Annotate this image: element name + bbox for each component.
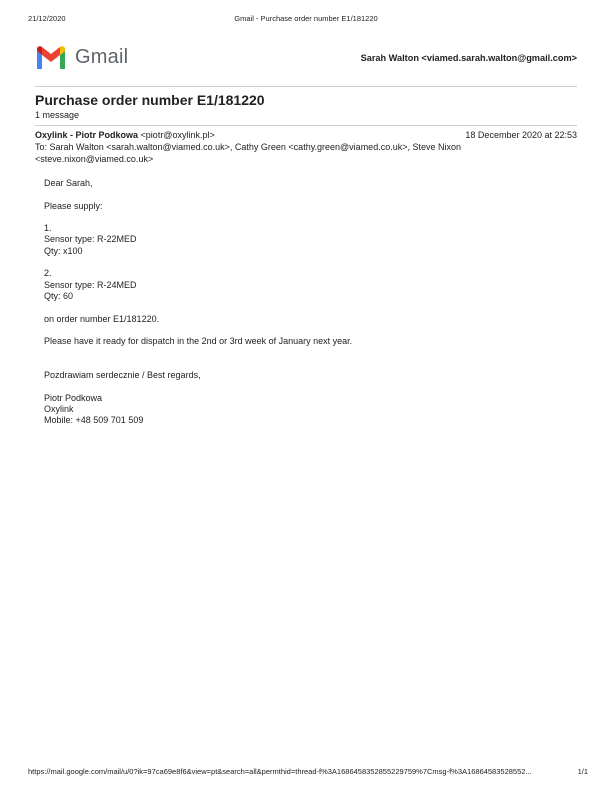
item-number: 1. [44, 223, 52, 234]
item-quantity: Qty: 60 [44, 290, 74, 301]
recipients-line: To: Sarah Walton <sarah.walton@viamed.co.uk>, Cathy Green <cathy.green@viamed.co.uk>, Steve Nixon [35, 142, 461, 152]
recipients-line: <steve.nixon@viamed.co.uk> [35, 153, 154, 164]
message-count: 1 message [35, 110, 80, 120]
email-subject: Purchase order number E1/181220 [35, 92, 265, 108]
header-divider [35, 86, 577, 87]
sign-off: Pozdrawiam serdecznie / Best regards, [44, 370, 201, 381]
signature-company: Oxylink [44, 403, 74, 414]
print-title: Gmail - Purchase order number E1/181220 [234, 14, 378, 23]
order-reference: on order number E1/181220. [44, 313, 160, 324]
subject-divider [35, 125, 577, 126]
body-intro: Please supply: [44, 200, 103, 211]
body-greeting: Dear Sarah, [44, 178, 93, 188]
sender-name: Oxylink - Piotr Podkowa [35, 130, 139, 140]
page-number: 1/1 [577, 767, 588, 776]
page-url[interactable]: https://mail.google.com/mail/u/0?ik=97ca69e8f6&view=pt&search=all&permthid=thread-f%3A1686458352855229759%7Cmsg-f%3A16864583528552... [28, 767, 532, 776]
dispatch-note: Please have it ready for dispatch in the 2nd or 3rd week of January next year. [44, 336, 353, 347]
signature-name: Piotr Podkowa [44, 392, 103, 403]
gmail-logo[interactable] [35, 44, 128, 70]
gmail-wordmark: Gmail [75, 45, 129, 68]
signature-mobile: Mobile: +48 509 701 509 [44, 415, 144, 426]
sender-email[interactable]: <piotr@oxylink.pl> [140, 130, 215, 140]
item-quantity: Qty: x100 [44, 245, 83, 256]
print-date: 21/12/2020 [28, 14, 66, 23]
item-sensor-type: Sensor type: R-22MED [44, 234, 137, 245]
message-date: 18 December 2020 at 22:53 [465, 130, 577, 140]
print-header [28, 14, 584, 26]
gmail-logo-icon [35, 45, 67, 69]
item-number: 2. [44, 268, 52, 279]
message-body [44, 178, 352, 427]
recipients [35, 142, 515, 165]
item-sensor-type: Sensor type: R-24MED [44, 279, 137, 290]
sender [35, 130, 215, 140]
account-email: Sarah Walton <viamed.sarah.walton@gmail.com> [360, 53, 577, 63]
